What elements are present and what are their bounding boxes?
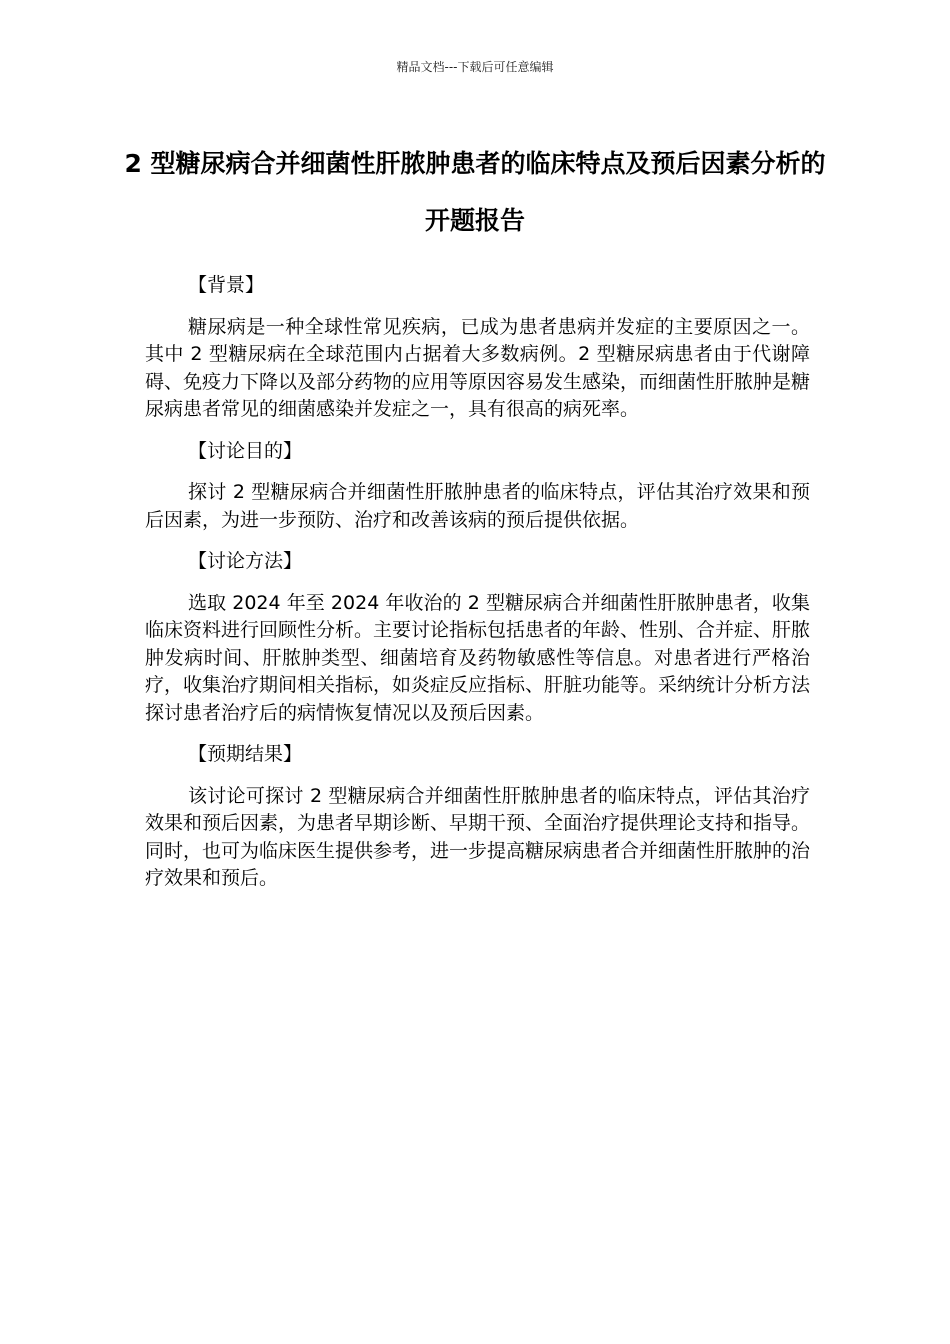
section-paragraph: 糖尿病是一种全球性常见疾病，已成为患者患病并发症的主要原因之一。其中 2 型糖尿病在全球范围内占据着大多数病例。2 型糖尿病患者由于代谢障碍、免疫力下降以及部分药物的应用等原因容易发生感染，而细菌性肝脓肿是糖尿病患者常见的细菌感染并发症之一，具有很高的病死率。 — [145, 315, 811, 420]
section-purpose — [145, 438, 810, 535]
section-paragraph: 选取 2024 年至 2024 年收治的 2 型糖尿病合并细菌性肝脓肿患者，收集临床资料进行回顾性分析。主要讨论指标包括患者的年龄、性别、合并症、肝脓肿发病时间、肝脓肿类型、细菌培育及药物敏感性等信息。对患者进行严格治疗，收集治疗期间相关指标，如炎症反应指标、肝脏功能等。采纳统计分析方法探讨患者治疗后的病情恢复情况以及预后因素。 — [145, 591, 811, 724]
section-paragraph: 该讨论可探讨 2 型糖尿病合并细菌性肝脓肿患者的临床特点，评估其治疗效果和预后因素，为患者早期诊断、早期干预、全面治疗提供理论支持和指导。同时，也可为临床医生提供参考，进一步提高糖尿病患者合并细菌性肝脓肿的治疗效果和预后。 — [145, 784, 811, 889]
section-heading: 【讨论目的】 — [188, 439, 303, 462]
section-expected-results — [145, 741, 810, 893]
section-heading: 【讨论方法】 — [188, 550, 303, 572]
section-paragraph: 探讨 2 型糖尿病合并细菌性肝脓肿患者的临床特点，评估其治疗效果和预后因素，为进一步预防、治疗和改善该病的预后提供依据。 — [145, 481, 810, 531]
document-title: 2 型糖尿病合并细菌性肝脓肿患者的临床特点及预后因素分析的开题报告 — [124, 149, 826, 235]
document-body — [145, 272, 810, 907]
section-background — [145, 272, 810, 424]
section-heading: 【背景】 — [188, 274, 265, 296]
section-heading: 【预期结果】 — [188, 743, 303, 765]
section-method — [145, 548, 810, 727]
header-note: 精品文档---下载后可任意编辑 — [396, 60, 554, 74]
